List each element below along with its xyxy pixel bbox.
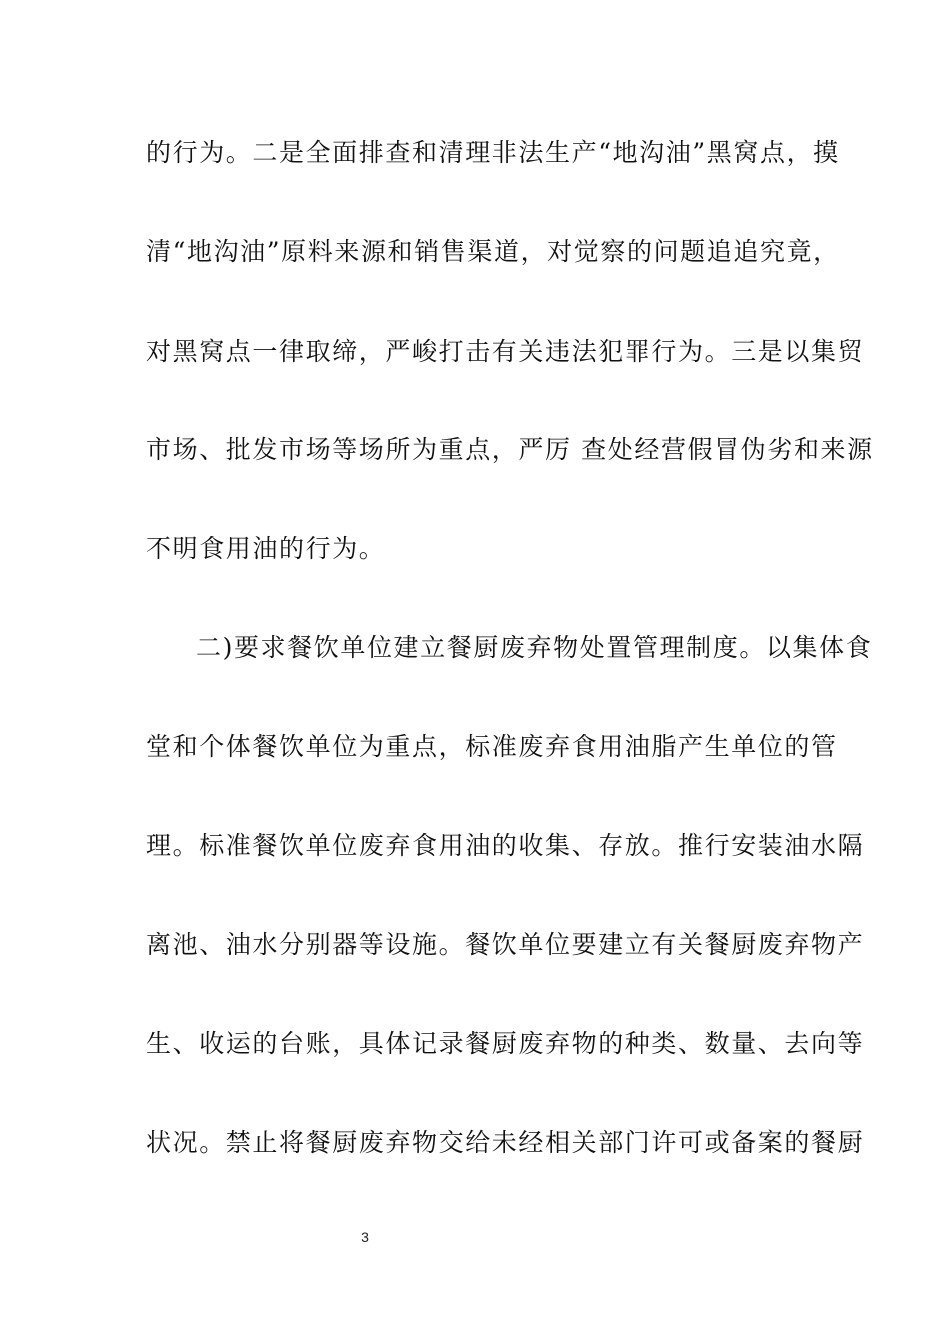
body-text-line: 不明食用油的行为。 [146, 534, 386, 563]
body-text-line: 理。标准餐饮单位废弃食用油的收集、存放。推行安装油水隔 [146, 831, 865, 860]
body-text-line: 市场、批发市场等场所为重点，严厉 查处经营假冒伪劣和来源 [146, 435, 874, 464]
body-text-line: 堂和个体餐饮单位为重点，标准废弃食用油脂产生单位的管 [146, 732, 838, 761]
page-number: 3 [361, 1229, 369, 1245]
body-text-line: 对黑窝点一律取缔，严峻打击有关违法犯罪行为。三是以集贸 [146, 337, 865, 366]
body-text-line: 离池、油水分别器等设施。餐饮单位要建立有关餐厨废弃物产 [146, 930, 865, 959]
paragraph-start-line: 二)要求餐饮单位建立餐厨废弃物处置管理制度。以集体食 [196, 633, 873, 662]
body-text-line: 状况。禁止将餐厨废弃物交给未经相关部门许可或备案的餐厨 [146, 1128, 865, 1157]
body-text-line: 生、收运的台账，具体记录餐厨废弃物的种类、数量、去向等 [146, 1029, 865, 1058]
body-text-line: 清“地沟油”原料来源和销售渠道，对觉察的问题追追究竟， [146, 237, 840, 266]
body-text-line: 的行为。二是全面排查和清理非法生产“地沟油”黑窝点，摸 [146, 138, 840, 167]
